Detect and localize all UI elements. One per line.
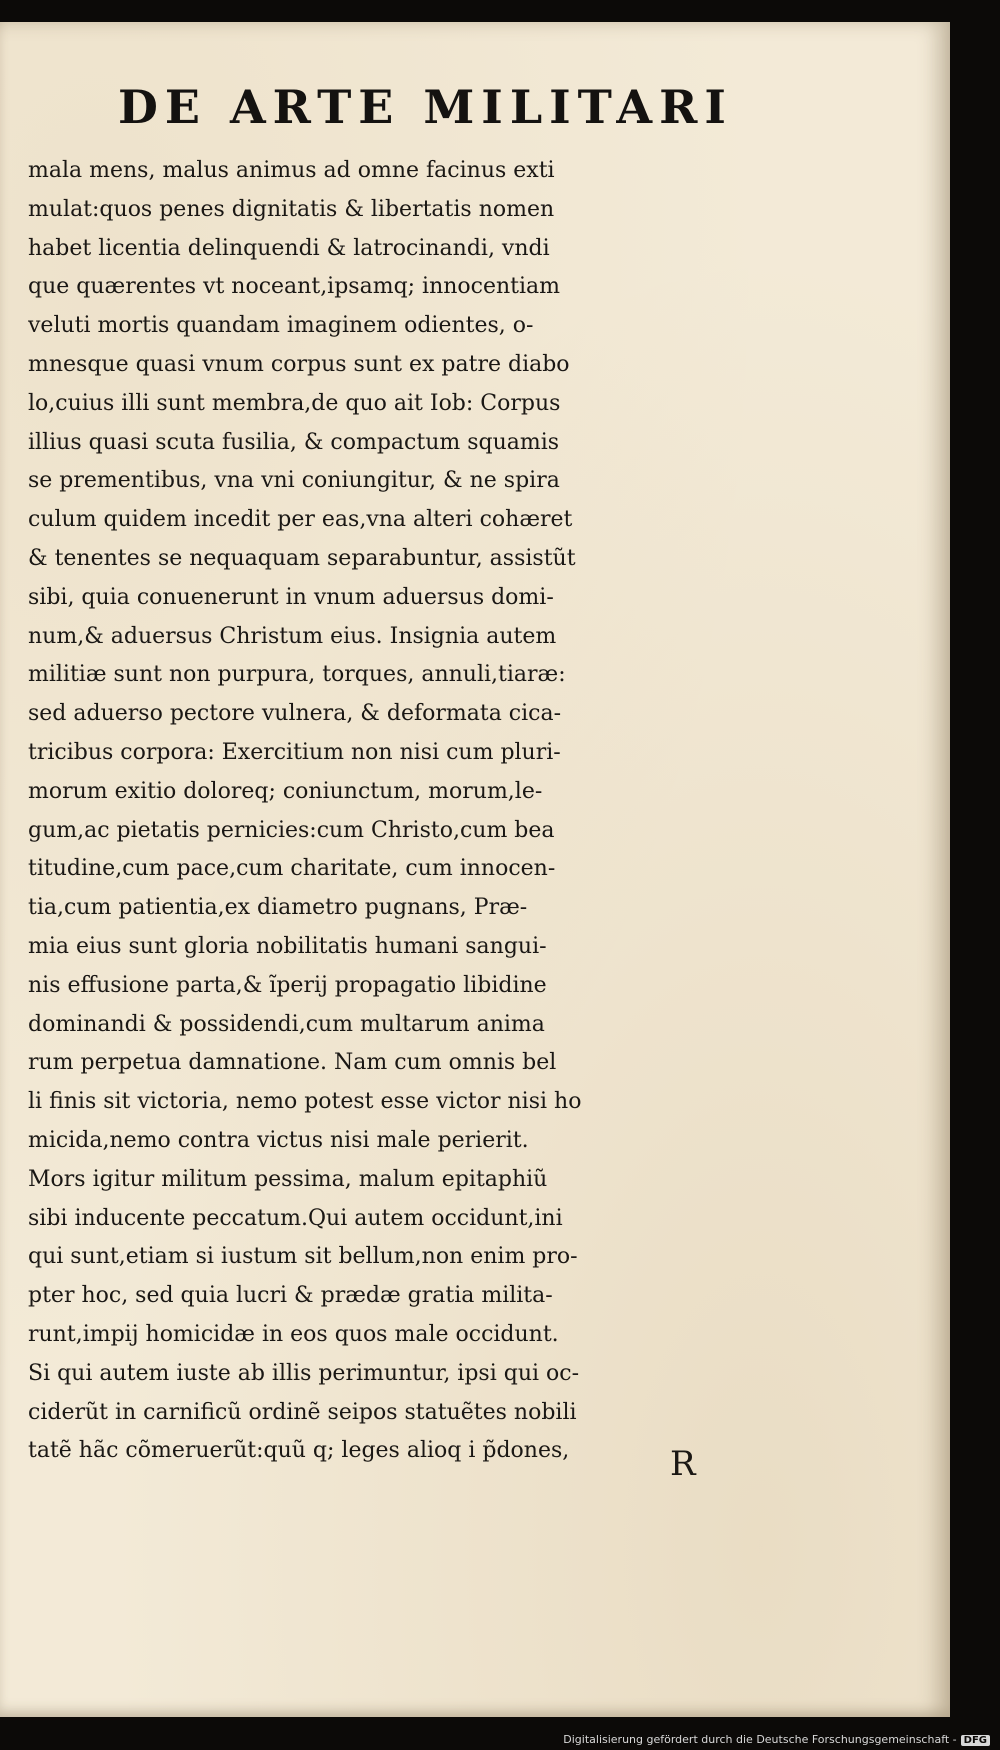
text-line: pter hoc, sed quia lucri & prædæ gratia milita- bbox=[28, 1283, 553, 1309]
text-line: mala mens, malus animus ad omne facinus exti bbox=[28, 158, 555, 183]
text-line: nis effusione parta,& ĩperij propagatio libidine bbox=[28, 972, 547, 998]
text-line: mia eius sunt gloria nobilitatis humani sangui- bbox=[28, 933, 547, 959]
text-line: dominandi & possidendi,cum multarum anima bbox=[28, 1011, 545, 1037]
text-line: runt,impij homicidæ in eos quos male occidunt. bbox=[28, 1321, 559, 1347]
text-line: qui sunt,etiam si iustum sit bellum,non enim pro- bbox=[28, 1244, 578, 1270]
text-line: que quærentes vt noceant,ipsamq; innocentiam bbox=[28, 274, 561, 300]
text-line: rum perpetua damnatione. Nam cum omnis bel bbox=[28, 1050, 557, 1076]
text-line: sibi, quia conuenerunt in vnum aduersus domi- bbox=[28, 584, 554, 610]
text-line: culum quidem incedit per eas,vna alteri cohæret bbox=[28, 507, 573, 533]
text-line: morum exitio doloreq; coniunctum, morum,le- bbox=[28, 778, 543, 804]
text-line: tricibus corpora: Exercitium non nisi cum pluri- bbox=[28, 739, 561, 765]
text-line: gum,ac pietatis pernicies:cum Christo,cum bea bbox=[28, 817, 555, 843]
credit-text: Digitalisierung gefördert durch die Deutsche Forschungsgemeinschaft - bbox=[563, 1733, 957, 1746]
text-line: habet licentia delinquendi & latrocinandi, vndi bbox=[28, 235, 550, 261]
text-line: tatẽ hãc cõmeruerũt:quũ q; leges alioq i p̃dones, bbox=[28, 1438, 570, 1464]
catchword: R bbox=[670, 1444, 696, 1484]
text-line: li finis sit victoria, nemo potest esse victor nisi ho bbox=[28, 1089, 582, 1115]
text-line: se prementibus, vna vni coniungitur, & ne spira bbox=[28, 468, 560, 494]
text-line: ciderũt in carnificũ ordinẽ seipos statuẽtes nobili bbox=[28, 1399, 577, 1425]
text-line: illius quasi scuta fusilia, & compactum squamis bbox=[28, 429, 560, 455]
page-body-text bbox=[28, 152, 928, 1471]
text-line: mulat:quos penes dignitatis & libertatis nomen bbox=[28, 196, 555, 222]
text-line: veluti mortis quandam imaginem odientes, o- bbox=[28, 313, 534, 339]
text-line: Si qui autem iuste ab illis perimuntur, ipsi qui oc- bbox=[28, 1360, 580, 1386]
text-line: sed aduerso pectore vulnera, & deformata cica- bbox=[28, 701, 562, 727]
text-line: mnesque quasi vnum corpus sunt ex patre diabo bbox=[28, 351, 570, 377]
dfg-logo: DFG bbox=[961, 1735, 990, 1746]
text-line: micida,nemo contra victus nisi male perierit. bbox=[28, 1127, 529, 1153]
text-line: lo,cuius illi sunt membra,de quo ait Iob: Corpus bbox=[28, 390, 561, 416]
text-line: tia,cum patientia,ex diametro pugnans, Præ- bbox=[28, 895, 528, 921]
running-head: DE ARTE MILITARI bbox=[118, 80, 733, 134]
digitization-credit bbox=[563, 1733, 990, 1746]
text-line: & tenentes se nequaquam separabuntur, assistũt bbox=[28, 545, 576, 571]
text-line: Mors igitur militum pessima, malum epitaphiũ bbox=[28, 1166, 548, 1192]
book-page bbox=[0, 22, 950, 1717]
text-line: num,& aduersus Christum eius. Insignia autem bbox=[28, 623, 557, 649]
text-line: militiæ sunt non purpura, torques, annuli,tiaræ: bbox=[28, 662, 566, 688]
text-line: titudine,cum pace,cum charitate, cum innocen- bbox=[28, 856, 556, 882]
text-line: sibi inducente peccatum.Qui autem occidunt,ini bbox=[28, 1205, 563, 1231]
